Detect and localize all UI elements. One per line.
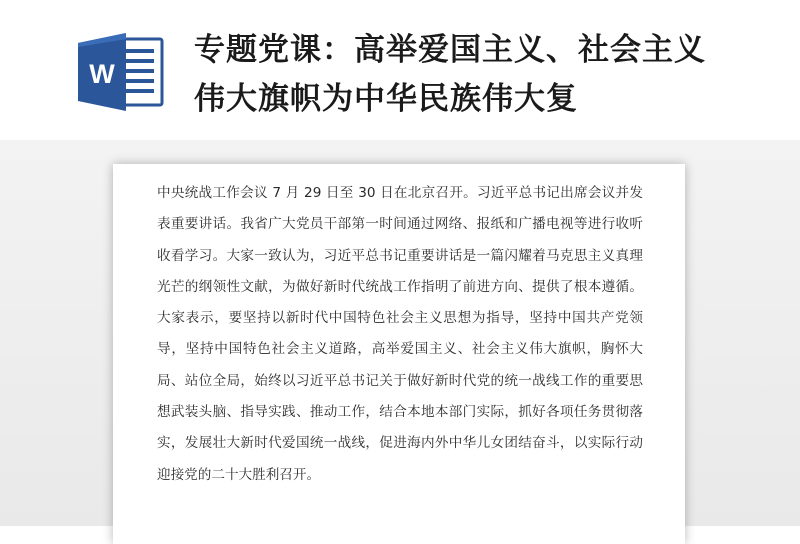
header: [0, 0, 800, 140]
word-document-icon: [76, 33, 166, 111]
word-icon-letter: W: [89, 59, 115, 89]
document-body-text: 中央统战工作会议 7 月 29 日至 30 日在北京召开。习近平总书记出席会议并发表重要讲话。我省广大党员干部第一时间通过网络、报纸和广播电视等进行收听收看学习。大家一致认为，习近平总书记重要讲话是一篇闪耀着马克思主义真理光芒的纲领性文献，为做好新时代统战工作指明了前进方向、提供了根本遵循。大家表示，要坚持以新时代中国特色社会主义思想为指导，坚持中国共产党领导，坚持中国特色社会主义道路，高举爱国主义、社会主义伟大旗帜，胸怀大局、站位全局，始终以习近平总书记关于做好新时代党的统一战线工作的重要思想武装头脑、指导实践、推动工作，结合本地本部门实际，抓好各项任务贯彻落实，发展壮大新时代爱国统一战线，促进海内外中华儿女团结奋斗，以实际行动迎接党的二十大胜利召开。: [157, 185, 643, 483]
page-title: 专题党课：高举爱国主义、社会主义伟大旗帜为中华民族伟大复: [194, 32, 706, 117]
document-page: [113, 164, 685, 544]
